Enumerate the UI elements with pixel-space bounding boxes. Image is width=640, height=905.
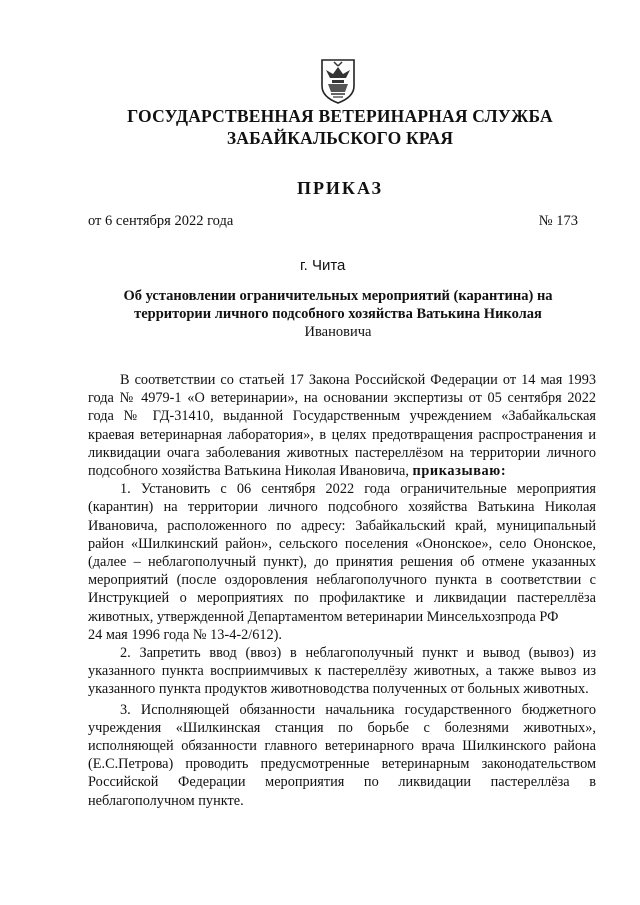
paragraph-item-1: [88, 480, 596, 626]
paragraph-preamble: [88, 371, 596, 480]
preamble-text: В соответствии со статьей 17 Закона Российской Федерации от 14 мая 1993 года № 4979-1 «О ветеринарии», на основании экспертизы от 05 сентября 2022 года № ГД-31410, выданной Государственным учреждением «Забайкальская краевая ветеринарная лаборатория», в целях предотвращения распространения и ликвидации очага заболевания животных пастереллёзом на территории личного подсобного хозяйства Ватькина Николая Ивановича,: [88, 372, 596, 480]
document-number: № 173: [538, 213, 578, 229]
subject-bold: Об установлении ограничительных мероприятий (карантина) на территории личного подсобного хозяйства Ватькина Николая: [123, 288, 553, 322]
item-1-end-text: 24 мая 1996 года № 13-4-2/612).: [88, 626, 283, 643]
document-type: ПРИКАЗ: [296, 178, 384, 198]
item-2-text: 2. Запретить ввод (ввоз) в неблагополучный пункт и вывод (вывоз) из указанного пункта восприимчивых к пастереллёзу животных, а также вывоз из указанного пункта продуктов животноводства полученных от больных животных.: [88, 645, 596, 698]
subject-normal: Ивановича: [304, 324, 372, 340]
document-date: от 6 сентября 2022 года: [88, 213, 234, 229]
paragraph-item-2: [88, 644, 596, 699]
order-verb: приказываю:: [412, 463, 507, 480]
document-body: [88, 371, 596, 810]
coat-of-arms-icon: [318, 58, 358, 104]
org-name-line1: ГОСУДАРСТВЕННАЯ ВЕТЕРИНАРНАЯ СЛУЖБА: [127, 106, 553, 126]
paragraph-item-3: [88, 701, 596, 810]
item-3-text: 3. Исполняющей обязанности начальника государственного бюджетного учреждения «Шилкинская станция по борьбе с болезнями животных», исполняющей обязанности главного ветеринарного врача Шилкинского района (Е.С.Петрова) проводить предусмотренные ветеринарным законодательством Российской Федерации мероприятия по ликвидации пастереллёза в неблагополучном пункте.: [88, 701, 596, 809]
item-1-text: 1. Установить с 06 сентября 2022 года ограничительные мероприятия (карантин) на территории личного подсобного хозяйства Ватькина Николая Ивановича, расположенного по адресу: Забайкальский край, муниципальный район «Шилкинский район», сельского поселения «Ононское», село Ононское, (далее – неблагополучный пункт), до принятия решения об отмене указанных мероприятий (после оздоровления неблагополучного пункта в соответствии с Инструкцией о мероприятиях по профилактике и ликвидации пастереллёза животных, утвержденной Департаментом ветеринарии Минсельхозпрода РФ: [88, 481, 596, 625]
paragraph-item-1-end: [88, 626, 596, 644]
document-city: г. Чита: [300, 257, 346, 274]
document-subject: [108, 287, 568, 341]
org-name-line2: ЗАБАЙКАЛЬСКОГО КРАЯ: [226, 128, 454, 148]
